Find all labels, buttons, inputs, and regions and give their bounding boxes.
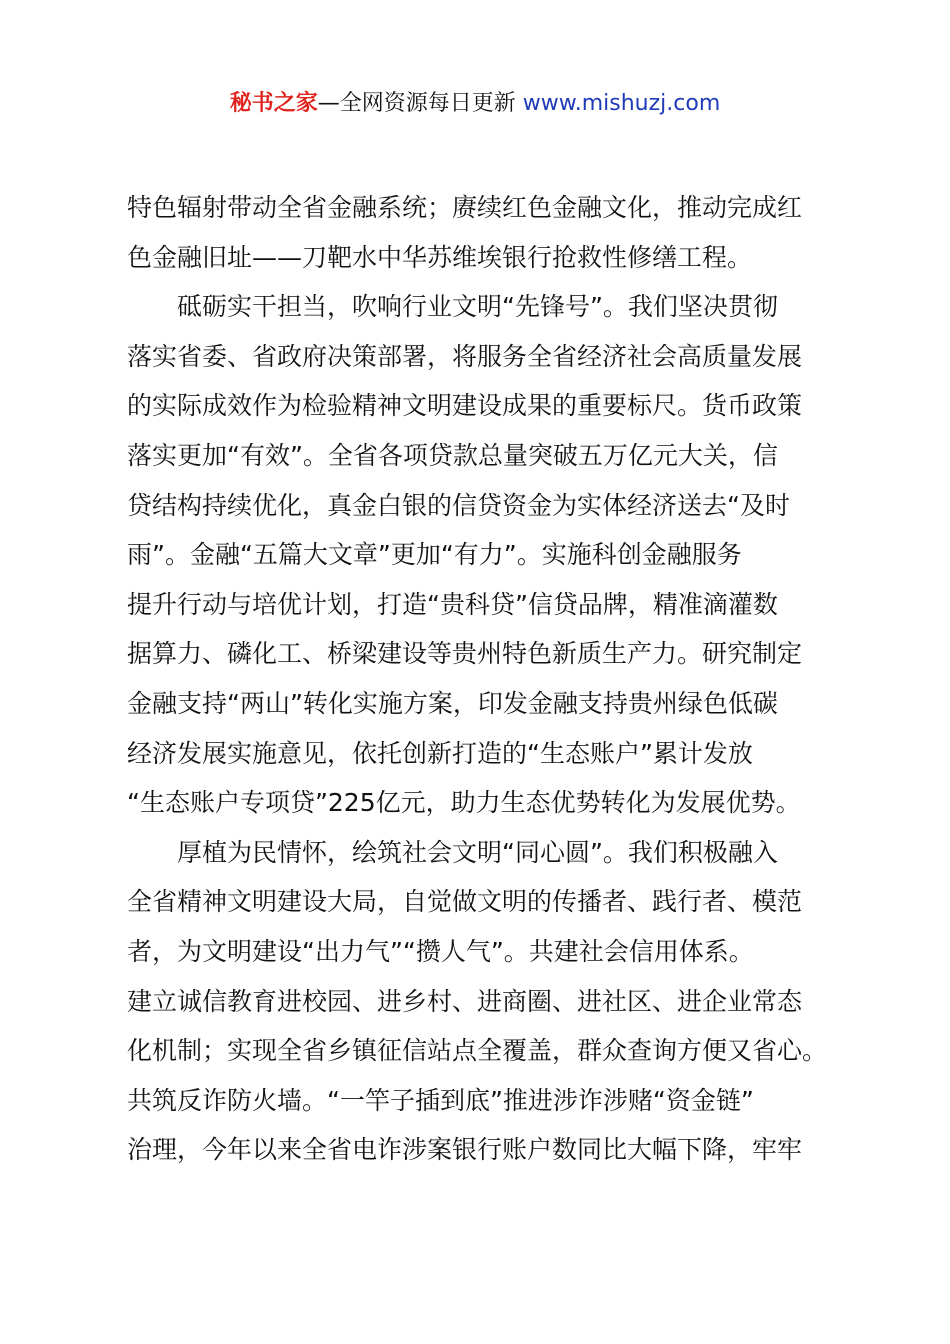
text-line: 共筑反诈防火墙。“一竿子插到底”推进涉诈涉赌“资金链” <box>127 1085 754 1115</box>
text-line: 经济发展实施意见，依托创新打造的“生态账户”累计发放 <box>127 738 753 768</box>
text-line: 落实省委、省政府决策部署，将服务全省经济社会高质量发展 <box>127 341 803 371</box>
text-line: 落实更加“有效”。全省各项贷款总量突破五万亿元大关，信 <box>127 440 778 470</box>
text-line: 化机制；实现全省乡镇征信站点全覆盖，群众查询方便又省心。 <box>127 1036 828 1066</box>
text-line: 提升行动与培优计划，打造“贵科贷”信贷品牌，精准滴灌数 <box>127 589 778 619</box>
text-line: 者，为文明建设“出力气”“攒人气”。共建社会信用体系。 <box>127 936 754 966</box>
text-line: 雨”。金融“五篇大文章”更加“有力”。实施科创金融服务 <box>127 540 742 570</box>
text-line: 全省精神文明建设大局，自觉做文明的传播者、践行者、模范 <box>127 887 803 917</box>
text-line: 建立诚信教育进校园、进乡村、进商圈、进社区、进企业常态 <box>127 986 803 1016</box>
text-line: 色金融旧址——刀靶水中华苏维埃银行抢救性修缮工程。 <box>127 242 753 272</box>
text-line: 金融支持“两山”转化实施方案，印发金融支持贵州绿色低碳 <box>127 688 778 718</box>
text-line: 砥砺实干担当，吹响行业文明“先锋号”。我们坚决贯彻 <box>177 292 778 322</box>
text-line: 贷结构持续优化，真金白银的信贷资金为实体经济送去“及时 <box>127 490 790 520</box>
page-header <box>0 88 950 120</box>
text-line: 厚植为民情怀，绘筑社会文明“同心圆”。我们积极融入 <box>177 837 778 867</box>
document-body <box>127 183 837 1175</box>
text-line: 的实际成效作为检验精神文明建设成果的重要标尺。货币政策 <box>127 391 803 421</box>
text-line: 治理，今年以来全省电诈涉案银行账户数同比大幅下降，牢牢 <box>127 1135 803 1165</box>
text-line: 据算力、磷化工、桥梁建设等贵州特色新质生产力。研究制定 <box>127 639 803 669</box>
site-brand: 秘书之家 <box>229 91 318 116</box>
site-tagline: —全网资源每日更新 <box>317 91 523 116</box>
site-url[interactable]: www.mishuzj.com <box>522 91 721 116</box>
text-line: 特色辐射带动全省金融系统；赓续红色金融文化，推动完成红 <box>127 193 803 222</box>
text-line: “生态账户专项贷”225亿元，助力生态优势转化为发展优势。 <box>127 788 801 818</box>
